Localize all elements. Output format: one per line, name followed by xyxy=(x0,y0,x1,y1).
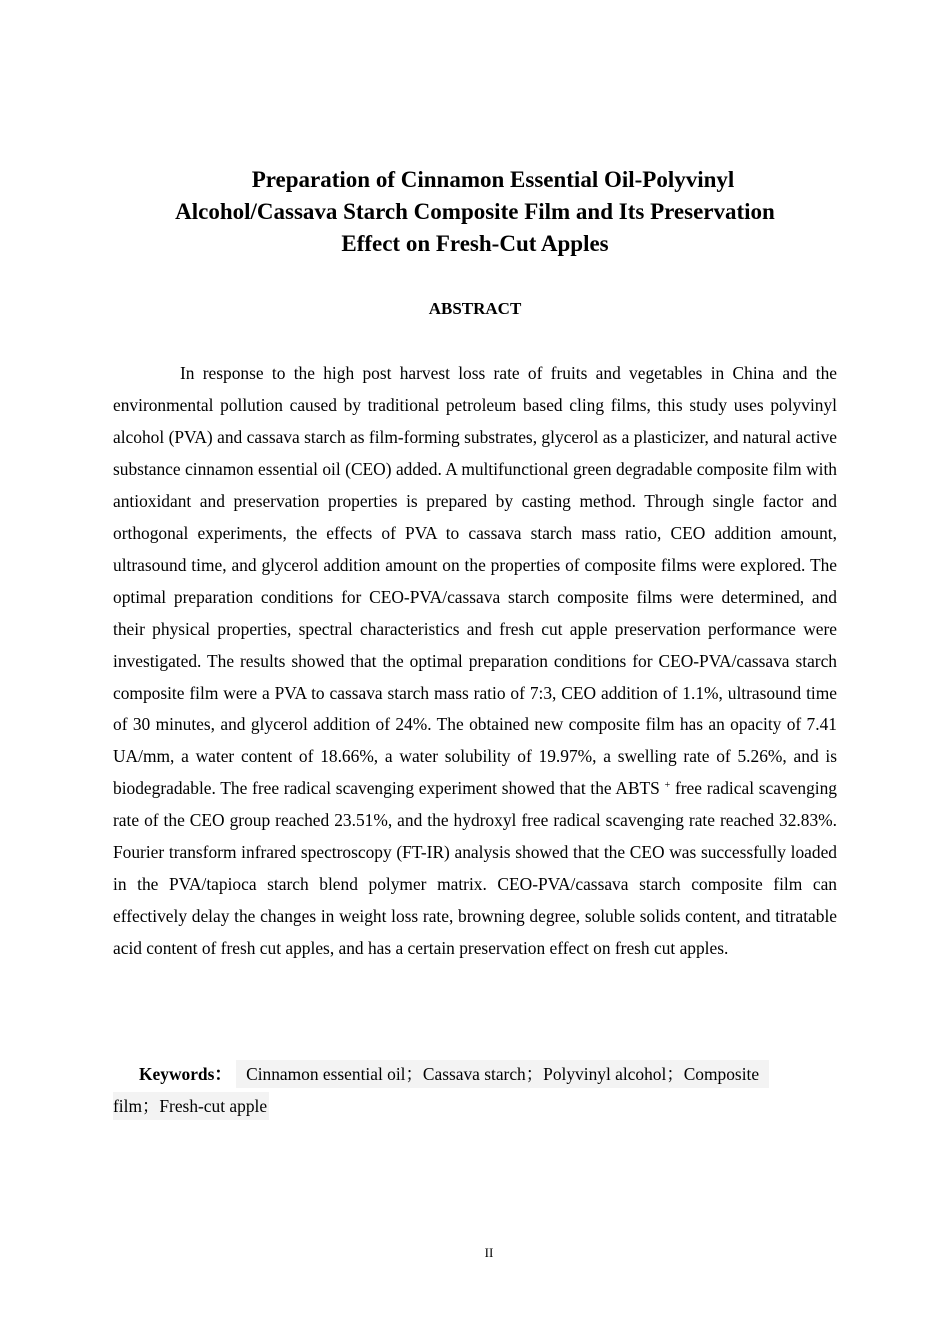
keywords-line-1: Cinnamon essential oil；Cassava starch；Polyvinyl alcohol；Composite xyxy=(236,1060,769,1088)
abstract-body xyxy=(113,358,837,965)
paper-title xyxy=(110,164,840,260)
keywords-label: Keywords： xyxy=(139,1064,232,1084)
title-line-2: Alcohol/Cassava Starch Composite Film and Its Preservation xyxy=(175,199,775,224)
abstract-text-part-2: free radical scavenging rate of the CEO group reached 23.51%, and the hydroxyl free radical scavenging rate reached 32.83%. Fourier transform infrared spectroscopy (FT-IR) analysis showed that the CEO was successfully loaded in the PVA/tapioca starch blend polymer matrix. CEO-PVA/cassava starch composite film can effectively delay the changes in weight loss rate, browning degree, soluble solids content, and titratable acid content of fresh cut apples, and has a certain preservation effect on fresh cut apples. xyxy=(113,778,837,959)
abts-superscript: + xyxy=(664,780,671,792)
page-number: II xyxy=(484,1245,494,1260)
abstract-text-part-1: In response to the high post harvest loss rate of fruits and vegetables in China and the environmental pollution caused by traditional petroleum based cling films, this study uses polyvinyl alcohol (PVA) and cassava starch as film-forming substrates, glycerol as a plasticizer, and natural active substance cinnamon essential oil (CEO) added. A multifunctional green degradable composite film with antioxidant and preservation properties is prepared by casting method. Through single factor and orthogonal experiments, the effects of PVA to cassava starch mass ratio, CEO addition amount, ultrasound time, and glycerol addition amount on the properties of composite films were explored. The optimal preparation conditions for CEO-PVA/cassava starch composite films were determined, and their physical properties, spectral characteristics and fresh cut apple preservation performance were investigated. The results showed that the optimal preparation conditions for CEO-PVA/cassava starch composite film were a PVA to cassava starch mass ratio of 7:3, CEO addition of 1.1%, ultrasound time of 30 minutes, and glycerol addition of 24%. The obtained new composite film has an opacity of 7.41 UA/mm, a water content of 18.66%, a water solubility of 19.97%, a swelling rate of 5.26%, and is biodegradable. The free radical scavenging experiment showed that the ABTS xyxy=(113,363,837,799)
title-line-1: Preparation of Cinnamon Essential Oil-Polyvinyl xyxy=(251,167,735,192)
keywords-line-2: film；Fresh-cut apple xyxy=(113,1092,269,1120)
keywords xyxy=(113,1058,837,1122)
abstract-heading: ABSTRACT xyxy=(428,299,522,318)
title-line-3: Effect on Fresh-Cut Apples xyxy=(341,231,609,256)
